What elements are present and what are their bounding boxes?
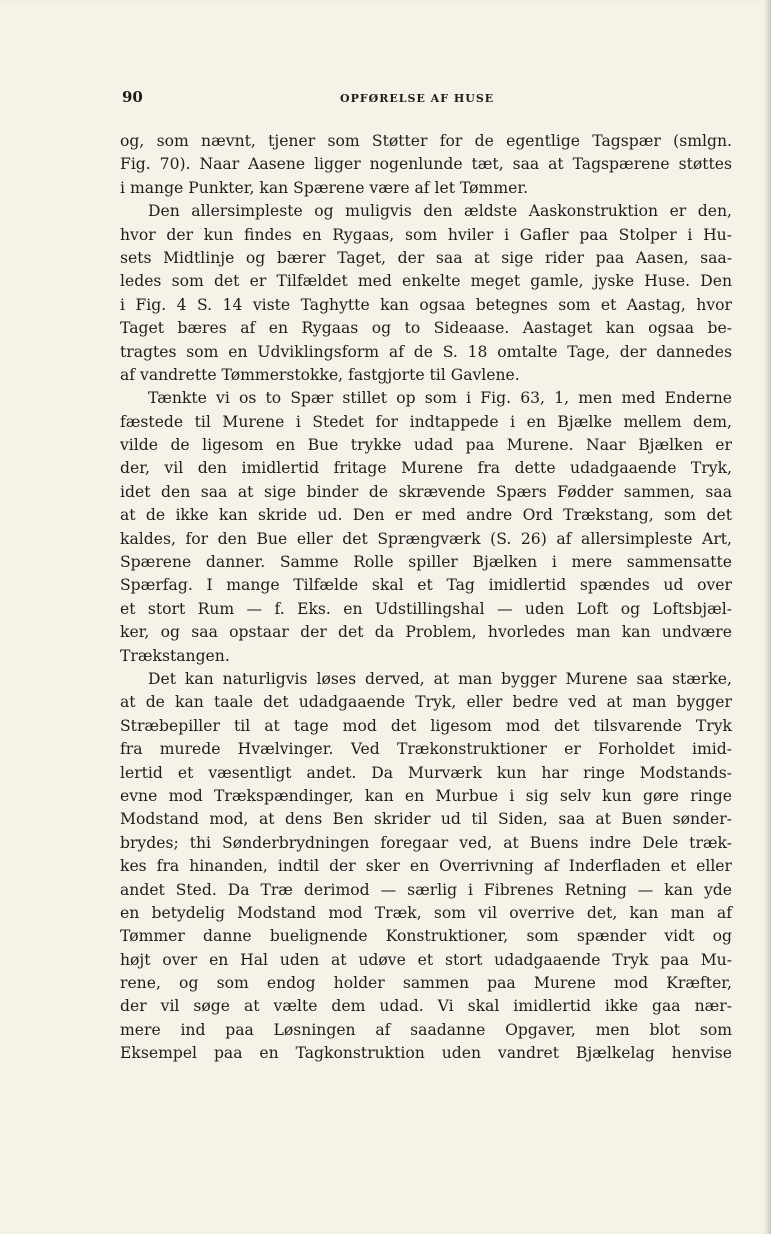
text-line: Modstand mod, at dens Ben skrider ud til Siden, saa at Buen sønder- — [120, 810, 732, 829]
text-line: vilde de ligesom en Bue trykke udad paa Murene. Naar Bjælken er — [120, 436, 732, 455]
paragraph — [120, 130, 732, 200]
text-line: Tænkte vi os to Spær stillet op som i Fig. 63, 1, men med Enderne — [148, 389, 732, 408]
text-line: Trækstangen. — [120, 646, 230, 665]
text-line: kes fra hinanden, indtil der sker en Overrivning af Inderfladen et eller — [120, 857, 732, 876]
text-line: Taget bæres af en Rygaas og to Sideaase. Aastaget kan ogsaa be- — [120, 319, 732, 338]
text-line: højt over en Hal uden at udøve et stort udadgaaende Tryk paa Mu- — [120, 950, 732, 969]
text-line: kaldes, for den Bue eller det Sprængværk (S. 26) af allersimpleste Art, — [120, 529, 732, 548]
text-line: andet Sted. Da Træ derimod — særlig i Fibrenes Retning — kan yde — [120, 880, 732, 899]
text-line: Stræbepiller til at tage mod det ligesom mod det tilsvarende Tryk — [120, 716, 732, 735]
text-line: af vandrette Tømmerstokke, fastgjorte til Gavlene. — [120, 365, 520, 384]
text-line: at de kan taale det udadgaaende Tryk, eller bedre ved at man bygger — [120, 693, 732, 712]
text-line: og, som nævnt, tjener som Støtter for de egentlige Tagspær (smlgn. — [120, 132, 732, 150]
text-line: evne mod Trækspændinger, kan en Murbue i sig selv kun gøre ringe — [120, 786, 732, 805]
text-line: i Fig. 4 S. 14 viste Taghytte kan ogsaa betegnes som et Aastag, hvor — [120, 295, 732, 314]
text-line: Spærfag. I mange Tilfælde skal et Tag imidlertid spændes ud over — [120, 576, 732, 595]
text-line: ledes som det er Tilfældet med enkelte meget gamle, jyske Huse. Den — [120, 272, 732, 291]
text-line: idet den saa at sige binder de skrævende Spærs Fødder sammen, saa — [120, 482, 732, 501]
text-line: Den allersimpleste og muligvis den ældste Aaskonstruktion er den, — [148, 202, 732, 221]
text-line: rene, og som endog holder sammen paa Murene mod Kræfter, — [120, 974, 732, 993]
text-line: at de ikke kan skride ud. Den er med andre Ord Trækstang, som det — [120, 506, 732, 525]
text-line: Spærene danner. Samme Rolle spiller Bjælken i mere sammensatte — [120, 553, 732, 572]
text-line: hvor der kun findes en Rygaas, som hviler i Gafler paa Stolper i Hu- — [120, 225, 732, 244]
text-line: Det kan naturligvis løses derved, at man bygger Murene saa stærke, — [148, 669, 732, 688]
text-line: i mange Punkter, kan Spærene være af let Tømmer. — [120, 178, 529, 197]
text-line: et stort Rum — f. Eks. en Udstillingshal — uden Loft og Loftsbjæl- — [120, 599, 732, 618]
paragraph — [120, 200, 732, 387]
text-line: fæstede til Murene i Stedet for indtappede i en Bjælke mellem dem, — [120, 412, 732, 431]
text-line: en betydelig Modstand mod Træk, som vil overrive det, kan man af — [120, 903, 732, 922]
body-text — [120, 130, 732, 1066]
paragraph — [120, 387, 732, 668]
text-line: der vil søge at vælte dem udad. Vi skal imidlertid ikke gaa nær- — [120, 997, 732, 1016]
page-number: 90 — [122, 88, 143, 106]
text-line: lertid et væsentligt andet. Da Murværk kun har ringe Modstands- — [120, 763, 732, 782]
paragraph — [120, 668, 732, 1066]
text-line: Eksempel paa en Tagkonstruktion uden vandret Bjælkelag henvise — [120, 1044, 732, 1063]
page-header — [122, 88, 732, 110]
text-line: tragtes som en Udviklingsform af de S. 18 omtalte Tage, der dannedes — [120, 342, 732, 361]
text-line: Tømmer danne buelignende Konstruktioner, som spænder vidt og — [120, 927, 732, 946]
text-line: ker, og saa opstaar der det da Problem, hvorledes man kan undvære — [120, 623, 732, 642]
text-line: fra murede Hvælvinger. Ved Trækonstruktioner er Forholdet imid- — [120, 740, 732, 759]
text-line: mere ind paa Løsningen af saadanne Opgaver, men blot som — [120, 1020, 732, 1039]
running-head: OPFØRELSE AF HUSE — [340, 92, 495, 105]
text-line: brydes; thi Sønderbrydningen foregaar ved, at Buens indre Dele træk- — [120, 833, 732, 852]
text-line: Fig. 70). Naar Aasene ligger nogenlunde tæt, saa at Tagspærene støttes — [120, 155, 732, 174]
text-line: der, vil den imidlertid fritage Murene fra dette udadgaaende Tryk, — [120, 459, 732, 478]
text-line: sets Midtlinje og bærer Taget, der saa at sige rider paa Aasen, saa- — [120, 248, 732, 267]
